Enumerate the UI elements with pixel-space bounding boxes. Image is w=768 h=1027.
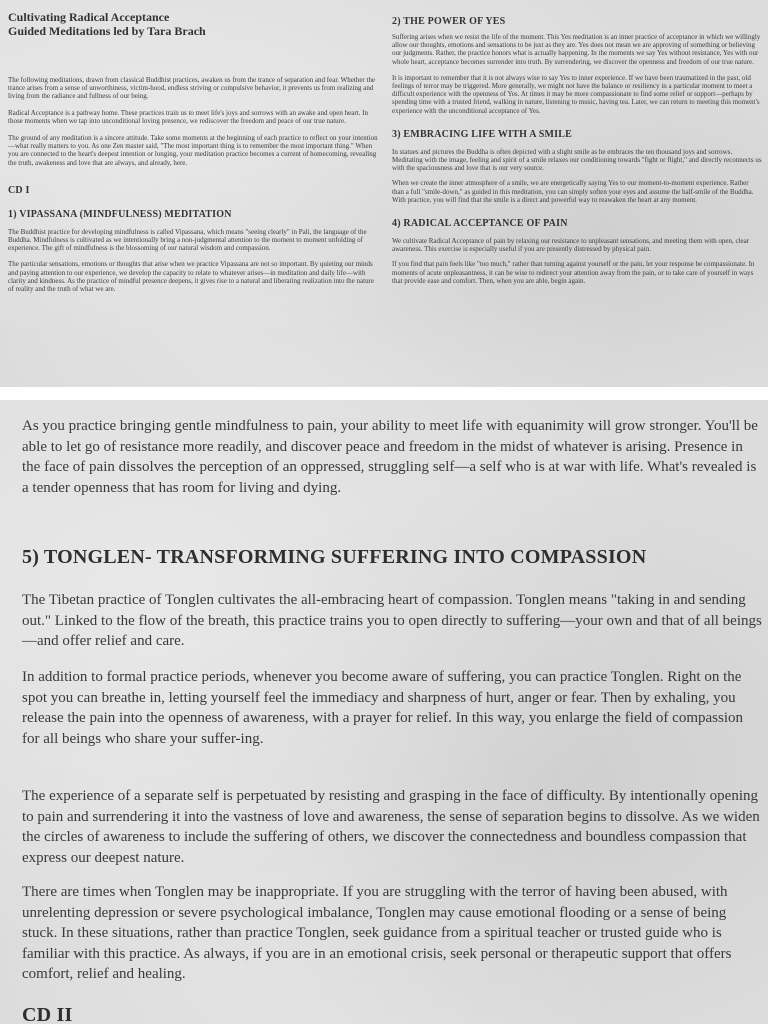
section-5-paragraph-4: There are times when Tonglen may be inappropriate. If you are struggling with the terror of having been abused, with unrelenting depression or severe psychological imbalance, Tonglen may cause emotional flooding or a sense of being stuck. In these situations, rather than practice Tonglen, seek guidance from a spiritual teacher or trusted guide who is familiar with this practice. As always, if you are in an emotional crisis, seek personal or therapeutic support that offers comfort, relief and healing.	[22, 884, 732, 982]
section-3-heading: 3) EMBRACING LIFE WITH A SMILE	[392, 128, 573, 140]
intro-paragraph-1: The following meditations, drawn from classical Buddhist practices, awaken us from the trance of separation and fear. Whether the trance arises from a sense of unworthiness, victim-hood, endless striving or compulsive behavior, it prevents us from realizing and living from the radiance and fullness of our being.	[8, 76, 376, 101]
section-5-paragraph-1: The Tibetan practice of Tonglen cultivates the all-embracing heart of compassion. Tonglen means "taking in and sending out." Linked to the flow of the breath, this practice trains you to open directly to suffering—your own and that of all beings—and offer relief and care.	[22, 592, 762, 649]
section-1-paragraph-2: The particular sensations, emotions or thoughts that arise when we practice Vipassana are not so important. By quieting our minds and paying attention to our experience, we develop the capacity to relate to whatever arises—in meditation and daily life—with clarity and kindness. As the practice of mindful presence deepens, it gives rise to a natural and liberating realization into the nature of reality and the truth of what we are.	[8, 260, 375, 294]
top-page-scan	[0, 0, 768, 387]
right-column	[392, 10, 762, 285]
section-5-paragraph-3: The experience of a separate self is perpetuated by resisting and grasping in the face of difficulty. By intentionally opening to pain and surrendering it into the vastness of love and awareness, the sense of separation begins to dissolve. As we widen the circles of awareness to include the suffering of others, we discover the connectedness and boundless compassion that express our deepest nature.	[22, 788, 760, 866]
booklet-subtitle: Guided Meditations led by Tara Brach	[8, 24, 206, 38]
section-5-heading: 5) TONGLEN- TRANSFORMING SUFFERING INTO COMPASSION	[22, 546, 647, 568]
left-column	[8, 10, 380, 293]
page-divider	[0, 387, 768, 400]
continued-paragraph: As you practice bringing gentle mindfulness to pain, your ability to meet life with equanimity will grow stronger. You'll be able to let go of resistance more readily, and discover peace and freedom in the midst of whatever is arising. Presence in the face of pain dissolves the perception of an oppressed, struggling self—a self who is at war with life. What's revealed is a tender openness that has room for living and dying.	[22, 418, 758, 496]
section-5-paragraph-2: In addition to formal practice periods, whenever you become aware of suffering, you can practice Tonglen. Right on the spot you can breathe in, letting yourself feel the immediacy and sharpness of hurt, anger or fear. Then by exhaling, you release the pain into the openness of awareness, with a prayer for relief. In this way, you enlarge the field of compassion for all beings who share your suffer-ing.	[22, 669, 744, 747]
section-3-paragraph-1: In statues and pictures the Buddha is often depicted with a slight smile as he embraces the ten thousand joys and sorrows. Meditating with the image, feeling and spirit of a smile relaxes our conditioning towards "fight or flight," and directly reconnects us with the spaciousness and love that is our very source.	[392, 147, 762, 173]
section-1-heading: 1) VIPASSANA (MINDFULNESS) MEDITATION	[8, 208, 232, 220]
cd2-label: CD II	[22, 1004, 73, 1026]
bottom-page-scan	[0, 400, 768, 1024]
section-4-heading: 4) RADICAL ACCEPTANCE OF PAIN	[392, 218, 568, 230]
section-3-paragraph-2: When we create the inner atmosphere of a smile, we are energetically saying Yes to our moment-to-moment experience. Rather than a full "smile-down," as guided in this meditation, you can simply soften your eyes and assume the half-smile of the Buddha. With practice, you will find that the smile is a direct and powerful way to reawaken the heart at any moment.	[392, 179, 754, 204]
cd1-label: CD I	[8, 184, 30, 196]
section-4-paragraph-2: If you find that pain feels like "too much," rather than turning against yourself or the pain, let your response be compassionate. In moments of acute unpleasantness, it can be wise to redirect your attention away from the pain, or to take care of yourself in ways that provide ease and comfort. Then, when you are able, begin again.	[392, 260, 755, 285]
intro-paragraph-2: Radical Acceptance is a pathway home. These practices train us to meet life's joys and sorrows with an awake and open heart. In those moments when we tap into unconditional loving presence, we rediscover the freedom and peace of our true nature.	[8, 108, 368, 125]
booklet-title: Cultivating Radical Acceptance	[8, 10, 170, 24]
section-1-paragraph-1: The Buddhist practice for developing mindfulness is called Vipassana, which means "seeing clearly" in Pali, the language of the Buddha. Mindfulness is cultivated as we intentionally bring a non-judgmental attention to the moment to moment unfolding of experience. The gift of mindfulness is the blossoming of our natural wisdom and compassion.	[8, 227, 367, 253]
section-4-paragraph-1: We cultivate Radical Acceptance of pain by relaxing our resistance to unpleasant sensations, and meeting them with open, clear awareness. This exercise is especially useful if you are presently distressed by physical pain.	[392, 237, 750, 254]
section-2-heading: 2) THE POWER OF YES	[392, 16, 506, 27]
section-2-paragraph-2: It is important to remember that it is not always wise to say Yes to inner experience. If we have been traumatized in the past, old feelings of terror may be triggered. More generally, we might not have the balance or resiliency in a particular moment to meet a difficult experience with the openness of Yes. At times it may be more compassionate to find some relief or support—perhaps by spending time with a trusted friend, walking in nature, listening to music, having tea. Later, we can return to meeting this moment's experience with the unconditional acceptance of Yes.	[392, 73, 760, 115]
intro-paragraph-3: The ground of any meditation is a sincere attitude. Take some moments at the beginning of each practice to reflect on your intention—what really matters to you. As one Zen master said, "The most important thing is to remember the most important thing." When you are connected to the heart's deepest intention or longing, your meditation practice becomes a current of homecoming, revealing the truth, awakeness and love that are always, and already, here.	[8, 134, 378, 167]
section-2-paragraph-1: Suffering arises when we resist the life of the moment. This Yes meditation is an inner practice of acceptance in which we willingly allow our thoughts, emotions and sensations to be just as they are. Yes does not mean we are approving of something or believing our judgments. Rather, the practice honors what is actually happening. In the moments we say Yes without resistance, Yes with our whole heart, acceptance becomes surrender into truth. By surrendering, we discover the openness and freedom of our true nature.	[392, 33, 761, 66]
